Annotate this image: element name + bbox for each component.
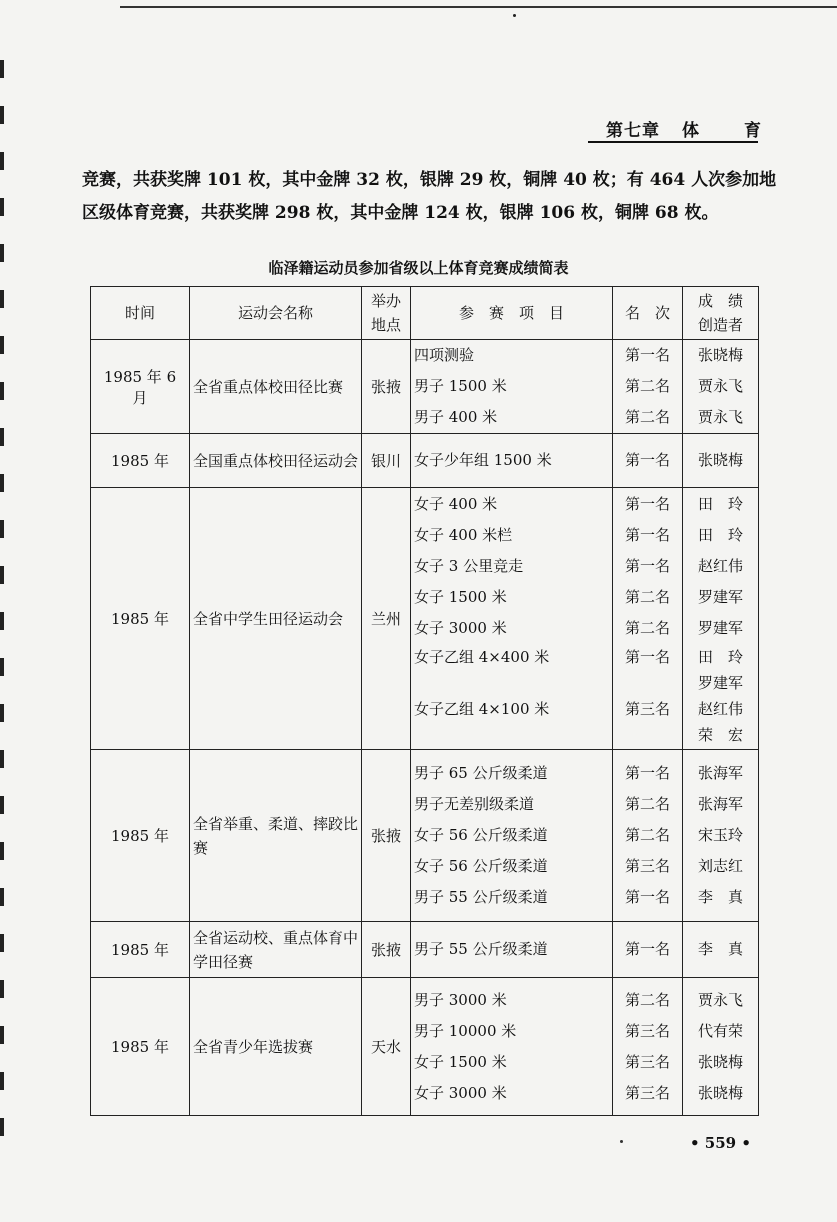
event-item: 女子 3000 米 xyxy=(414,1083,507,1102)
results-table xyxy=(90,286,759,1116)
row-events xyxy=(411,922,613,978)
header-holder xyxy=(683,287,759,340)
row-place: 银川 xyxy=(362,434,411,488)
row-place: 张掖 xyxy=(362,750,411,922)
rank-spacer xyxy=(616,670,679,696)
event-item: 女子 400 米栏 xyxy=(414,526,513,544)
event-item: 男子 3000 米 xyxy=(414,990,507,1009)
row-holders xyxy=(683,922,759,978)
paragraph-line-2: 区级体育竞赛，共获奖牌 298 枚，其中金牌 124 枚，银牌 106 枚，铜牌 68 枚。 xyxy=(82,203,719,223)
event-item: 男子 10000 米 xyxy=(414,1021,517,1040)
event-spacer xyxy=(414,722,609,748)
row-time: 1985 年 xyxy=(91,488,190,750)
binding-edge-marks xyxy=(0,60,4,1160)
header-place xyxy=(362,287,411,340)
row-ranks xyxy=(613,340,683,434)
holder-item: 赵红伟 xyxy=(697,557,743,575)
row-events xyxy=(411,340,613,434)
holder-item: 张晓梅 xyxy=(697,1083,743,1102)
holder-item: 李 真 xyxy=(697,940,743,958)
holder-item: 贾永飞 xyxy=(697,990,743,1009)
holder-item: 田 玲 xyxy=(697,495,743,513)
event-item: 女子 56 公斤级柔道 xyxy=(414,826,548,844)
paragraph-line-1: 竞赛，共获奖牌 101 枚，其中金牌 32 枚，银牌 29 枚，铜牌 40 枚；有 464 人次参加地 xyxy=(82,170,777,190)
row-place: 天水 xyxy=(362,978,411,1116)
rank-item: 第二名 xyxy=(624,377,670,395)
chapter-label: 第七章 xyxy=(606,121,660,141)
row-meet: 全省举重、柔道、摔跤比赛 xyxy=(190,750,362,922)
rank-item: 第二名 xyxy=(624,795,670,813)
holder-item: 张海军 xyxy=(697,764,743,782)
header-row xyxy=(91,287,759,340)
rank-item: 第一名 xyxy=(624,526,670,544)
rank-item: 第二名 xyxy=(624,588,670,606)
row-holders xyxy=(683,434,759,488)
rank-item: 第一名 xyxy=(624,764,670,782)
running-head-rule xyxy=(588,141,758,143)
holder-item: 刘志红 xyxy=(697,857,743,875)
holder-item: 张晓梅 xyxy=(697,1052,743,1071)
row-events xyxy=(411,434,613,488)
row-events xyxy=(411,488,613,750)
holder-item: 罗建军 xyxy=(697,588,743,606)
header-holder-a: 成 绩 xyxy=(697,292,743,310)
event-item: 四项测验 xyxy=(414,346,475,364)
holder-item: 田 玲 xyxy=(697,648,743,666)
row-ranks xyxy=(613,434,683,488)
table-row xyxy=(91,488,759,750)
table-title: 临泽籍运动员参加省级以上体育竞赛成绩简表 xyxy=(268,259,569,277)
event-item: 女子 3000 米 xyxy=(414,619,507,637)
row-holders xyxy=(683,488,759,750)
event-item: 女子 400 米 xyxy=(414,495,498,513)
scan-speck xyxy=(513,14,516,17)
table-row xyxy=(91,340,759,434)
rank-item: 第三名 xyxy=(624,1083,670,1102)
row-ranks xyxy=(613,922,683,978)
page-number: • 559 • xyxy=(690,1134,751,1152)
event-spacer xyxy=(414,670,609,696)
row-meet: 全省运动校、重点体育中学田径赛 xyxy=(190,922,362,978)
rank-item: 第一名 xyxy=(624,648,670,666)
holder-item: 贾永飞 xyxy=(697,408,743,426)
row-holders xyxy=(683,340,759,434)
table-row xyxy=(91,434,759,488)
row-holders xyxy=(683,750,759,922)
row-time: 1985 年 6 月 xyxy=(91,340,190,434)
rank-item: 第二名 xyxy=(624,408,670,426)
body-paragraph xyxy=(82,164,777,230)
holder-item: 李 真 xyxy=(697,888,743,906)
row-time: 1985 年 xyxy=(91,978,190,1116)
rank-item: 第一名 xyxy=(624,557,670,575)
row-time: 1985 年 xyxy=(91,434,190,488)
table-row xyxy=(91,922,759,978)
header-time: 时间 xyxy=(91,287,190,340)
holder-item: 罗建军 xyxy=(697,619,743,637)
event-item: 女子 56 公斤级柔道 xyxy=(414,857,548,875)
row-place: 张掖 xyxy=(362,922,411,978)
table-row xyxy=(91,978,759,1116)
header-rank: 名 次 xyxy=(613,287,683,340)
row-meet: 全省中学生田径运动会 xyxy=(190,488,362,750)
event-item: 女子 1500 米 xyxy=(414,588,507,606)
table-row xyxy=(91,750,759,922)
event-item: 男子 400 米 xyxy=(414,408,498,426)
scan-speck xyxy=(620,1140,623,1143)
holder-item: 张海军 xyxy=(697,795,743,813)
row-place: 张掖 xyxy=(362,340,411,434)
row-events xyxy=(411,978,613,1116)
holder-item: 代有荣 xyxy=(697,1021,743,1040)
rank-item: 第一名 xyxy=(624,451,670,469)
holder-item: 贾永飞 xyxy=(697,377,743,395)
chapter-title-b: 育 xyxy=(744,121,762,141)
header-place-b: 地点 xyxy=(370,316,401,334)
rank-item: 第一名 xyxy=(624,940,670,958)
event-item: 女子少年组 1500 米 xyxy=(414,451,552,469)
rank-item: 第二名 xyxy=(624,826,670,844)
event-item: 女子 3 公里竞走 xyxy=(414,557,524,575)
holder-item: 宋玉玲 xyxy=(697,826,743,844)
event-item: 女子乙组 4×100 米 xyxy=(414,700,550,718)
holder-item: 张晓梅 xyxy=(697,451,743,469)
event-item: 男子 55 公斤级柔道 xyxy=(414,940,548,958)
header-event: 参 赛 项 目 xyxy=(411,287,613,340)
top-edge-line xyxy=(120,6,837,8)
rank-item: 第三名 xyxy=(624,857,670,875)
relay-holder: 赵红伟 xyxy=(697,700,743,718)
row-time: 1985 年 xyxy=(91,750,190,922)
row-ranks xyxy=(613,488,683,750)
row-meet: 全国重点体校田径运动会 xyxy=(190,434,362,488)
header-holder-b: 创造者 xyxy=(697,316,743,334)
row-meet: 全省青少年选拔赛 xyxy=(190,978,362,1116)
event-item: 女子 1500 米 xyxy=(414,1052,507,1071)
row-ranks xyxy=(613,750,683,922)
event-item: 男子 1500 米 xyxy=(414,377,507,395)
event-item: 男子 65 公斤级柔道 xyxy=(414,764,548,782)
row-holders xyxy=(683,978,759,1116)
row-meet: 全省重点体校田径比赛 xyxy=(190,340,362,434)
event-item: 男子 55 公斤级柔道 xyxy=(414,888,548,906)
row-place: 兰州 xyxy=(362,488,411,750)
relay-holder: 荣 宏 xyxy=(697,726,743,744)
event-item: 男子无差别级柔道 xyxy=(414,795,535,813)
rank-item: 第一名 xyxy=(624,495,670,513)
row-time: 1985 年 xyxy=(91,922,190,978)
holder-item: 张晓梅 xyxy=(697,346,743,364)
header-meet: 运动会名称 xyxy=(190,287,362,340)
event-item: 女子乙组 4×400 米 xyxy=(414,648,550,666)
rank-item: 第三名 xyxy=(624,1021,670,1040)
header-place-a: 举办 xyxy=(370,292,401,310)
row-events xyxy=(411,750,613,922)
rank-item: 第一名 xyxy=(624,346,670,364)
rank-item: 第二名 xyxy=(624,990,670,1009)
rank-item: 第三名 xyxy=(624,700,670,718)
row-ranks xyxy=(613,978,683,1116)
chapter-title-a: 体 xyxy=(682,121,700,141)
relay-holder: 罗建军 xyxy=(697,674,743,692)
rank-item: 第一名 xyxy=(624,888,670,906)
holder-item: 田 玲 xyxy=(697,526,743,544)
rank-item: 第三名 xyxy=(624,1052,670,1071)
rank-spacer xyxy=(616,722,679,748)
rank-item: 第二名 xyxy=(624,619,670,637)
running-head xyxy=(606,116,762,141)
